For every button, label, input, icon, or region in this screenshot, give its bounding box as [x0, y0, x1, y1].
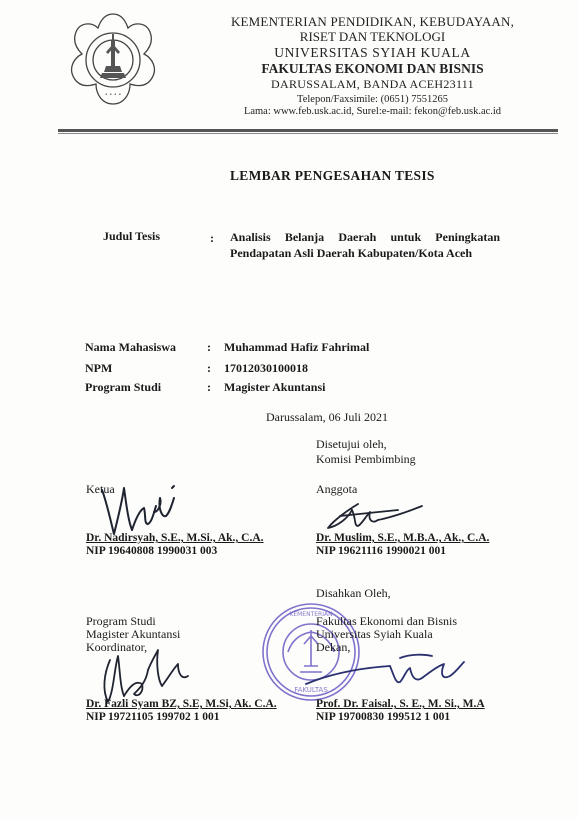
letterhead-phone: Telepon/Faxsimile: (0651) 7551265 — [297, 93, 448, 105]
coordinator-name: Dr. Fazli Syam BZ, S.E, M.Si, Ak. C.A. — [86, 698, 277, 710]
student-name-value: Muhammad Hafiz Fahrimal — [224, 340, 370, 354]
committee-label: Komisi Pembimbing — [316, 452, 416, 466]
student-npm-label: NPM — [85, 361, 113, 375]
ketua-signature — [92, 478, 202, 540]
dekan-line2: Universitas Syiah Kuala — [316, 627, 433, 641]
thesis-title-value: Analisis Belanja Daerah untuk Peningkatan Pendapatan Asli Daerah Kabupaten/Kota Aceh — [230, 230, 500, 261]
anggota-role: Anggota — [316, 482, 358, 496]
anggota-nip: NIP 19621116 1990021 001 — [316, 545, 447, 557]
letterhead-address: DARUSSALAM, BANDA ACEH23111 — [271, 76, 474, 91]
prodi-line1: Program Studi — [86, 614, 156, 628]
page-title: LEMBAR PENGESAHAN TESIS — [230, 168, 435, 183]
ketua-role: Ketua — [86, 482, 115, 496]
study-program-value: Magister Akuntansi — [224, 380, 326, 394]
prodi-line3: Koordinator, — [86, 640, 148, 654]
dekan-nip: NIP 19700830 199512 1 001 — [316, 711, 451, 723]
ratified-by: Disahkan Oleh, — [316, 586, 391, 600]
student-npm-value: 17012030100018 — [224, 361, 308, 375]
anggota-name: Dr. Muslim, S.E., M.B.A., Ak., C.A. — [316, 532, 490, 544]
letterhead — [200, 14, 545, 118]
dekan-name: Prof. Dr. Faisal., S. E., M. Si., M.A — [316, 698, 485, 710]
dekan-line3: Dekan, — [316, 640, 351, 654]
letterhead-divider — [58, 129, 558, 132]
dekan-line1: Fakultas Ekonomi dan Bisnis — [316, 614, 457, 628]
colon: : — [207, 340, 211, 354]
letterhead-ministry-2: RISET DAN TEKNOLOGI — [299, 29, 446, 45]
place-date: Darussalam, 06 Juli 2021 — [266, 410, 388, 424]
svg-text:KEMENTERIAN: KEMENTERIAN — [289, 611, 333, 618]
letterhead-faculty: FAKULTAS EKONOMI DAN BISNIS — [261, 60, 484, 76]
anggota-signature — [318, 496, 428, 536]
colon: : — [210, 231, 214, 245]
prodi-line2: Magister Akuntansi — [86, 627, 181, 641]
letterhead-divider-thin — [58, 133, 558, 134]
student-name-label: Nama Mahasiswa — [85, 340, 177, 354]
study-program-label: Program Studi — [85, 380, 162, 394]
letterhead-web: Lama: www.feb.usk.ac.id, Surel:e-mail: fekon@feb.usk.ac.id — [243, 106, 502, 118]
letterhead-ministry: KEMENTERIAN PENDIDIKAN, KEBUDAYAAN, — [230, 14, 515, 29]
coordinator-nip: NIP 19721105 199702 1 001 — [86, 711, 220, 723]
svg-text:FAKULTAS: FAKULTAS — [294, 686, 328, 694]
letterhead-university: UNIVERSITAS SYIAH KUALA — [274, 44, 471, 60]
thesis-title-label: Judul Tesis — [103, 229, 161, 243]
approved-by: Disetujui oleh, — [316, 437, 387, 451]
colon: : — [207, 380, 211, 394]
svg-text:• • • •: • • • • — [104, 92, 122, 98]
colon: : — [207, 361, 211, 375]
university-seal-icon — [62, 10, 164, 108]
dekan-signature — [300, 648, 470, 698]
ketua-nip: NIP 19640808 1990031 003 — [86, 545, 218, 557]
ketua-name: Dr. Nadirsyah, S.E., M.Si., Ak., C.A. — [86, 532, 264, 544]
